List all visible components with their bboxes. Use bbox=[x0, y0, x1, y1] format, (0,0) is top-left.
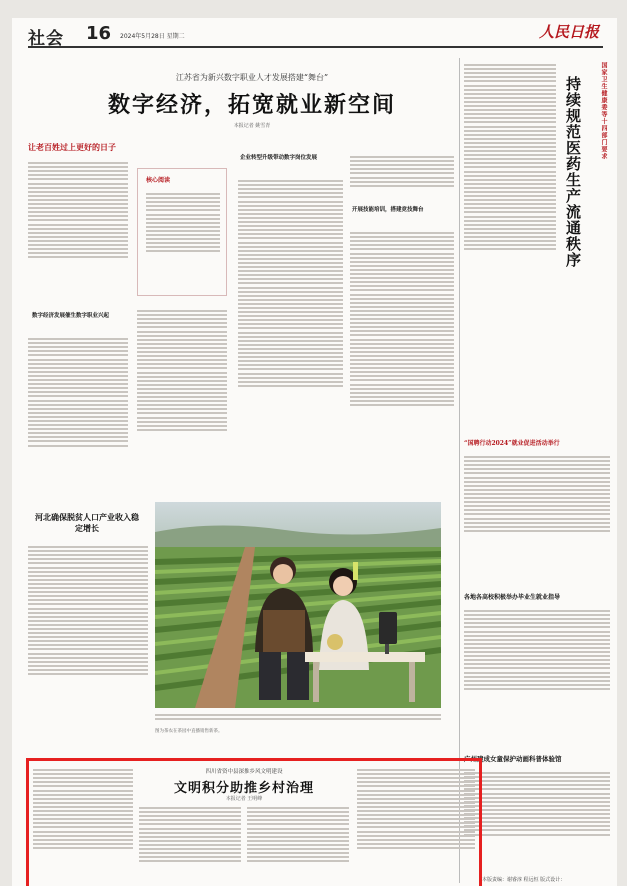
editor-credits: 本版责编：谢睿淳 程远恒 版式设计： bbox=[482, 877, 566, 883]
highlighted-byline: 本报记者 王明峰 bbox=[225, 796, 263, 802]
core-reading-text bbox=[146, 191, 220, 291]
left-column-text-2 bbox=[28, 336, 128, 502]
highlighted-article bbox=[26, 758, 482, 886]
right-article-3-text bbox=[464, 608, 610, 738]
right-article-3-title: 各地各高校积极举办毕业生就业指导 bbox=[464, 594, 561, 601]
left-column-text bbox=[28, 160, 128, 305]
highlighted-kicker: 四川省资中县深推乡风文明建设 bbox=[205, 769, 283, 775]
section-name: 社会 bbox=[28, 29, 64, 49]
left-column-subheading: 数字经济发展催生数字职业兴起 bbox=[32, 313, 110, 319]
center-left-text bbox=[137, 308, 227, 498]
page-header bbox=[28, 18, 603, 48]
issue-date: 2024年5月28日 星期二 bbox=[120, 33, 185, 40]
lead-byline: 本报记者 姚雪青 bbox=[233, 123, 271, 129]
page-number: 16 bbox=[86, 23, 112, 44]
middle-right-text bbox=[350, 230, 454, 500]
middle-column-text bbox=[238, 178, 343, 500]
middle-subheading-2: 开展技能培训，搭建竞技舞台 bbox=[352, 207, 424, 213]
highlighted-text-left bbox=[33, 767, 133, 886]
middle-subheading-1: 企业转型升级带动数字岗位发展 bbox=[240, 155, 318, 161]
right-article-2-text bbox=[464, 454, 610, 578]
tea-garden-photo bbox=[155, 502, 441, 708]
core-reading-box bbox=[137, 168, 227, 296]
lead-title: 数字经济，拓宽就业新空间 bbox=[107, 93, 396, 118]
right-article-2-title: “国聘行动2024”就业促进活动举行 bbox=[464, 440, 560, 447]
photo-caption: 图为茶农在茶园中直播销售新茶。 bbox=[155, 729, 223, 734]
left-column-heading: 让老百姓过上更好的日子 bbox=[28, 142, 116, 152]
newspaper-logo: 人民日报 bbox=[538, 23, 599, 41]
lower-left-title: 河北确保脱贫人口产业收入稳定增长 bbox=[35, 512, 139, 533]
highlighted-text-right bbox=[357, 767, 475, 886]
right-column-text bbox=[464, 62, 556, 352]
photo-caption-lines bbox=[155, 712, 441, 726]
newspaper-page bbox=[12, 18, 617, 886]
middle-right-text-top bbox=[350, 154, 454, 204]
right-article-4-text bbox=[464, 770, 610, 874]
highlighted-title: 文明积分助推乡村治理 bbox=[173, 781, 314, 796]
lower-left-text bbox=[28, 544, 148, 744]
lead-kicker: 江苏省为新兴数字职业人才发展搭建“舞台” bbox=[175, 73, 329, 82]
highlighted-text-mid-1 bbox=[139, 805, 241, 886]
core-reading-label: 核心阅读 bbox=[146, 177, 171, 184]
right-kicker: 国家卫生健康委等十四部门要求 bbox=[600, 62, 607, 160]
right-title: 持续规范医药生产流通秩序 bbox=[564, 76, 582, 268]
right-article-4-title: 广州建成女童保护动画科普体验馆 bbox=[464, 755, 562, 763]
highlighted-text-mid-2 bbox=[247, 805, 349, 886]
